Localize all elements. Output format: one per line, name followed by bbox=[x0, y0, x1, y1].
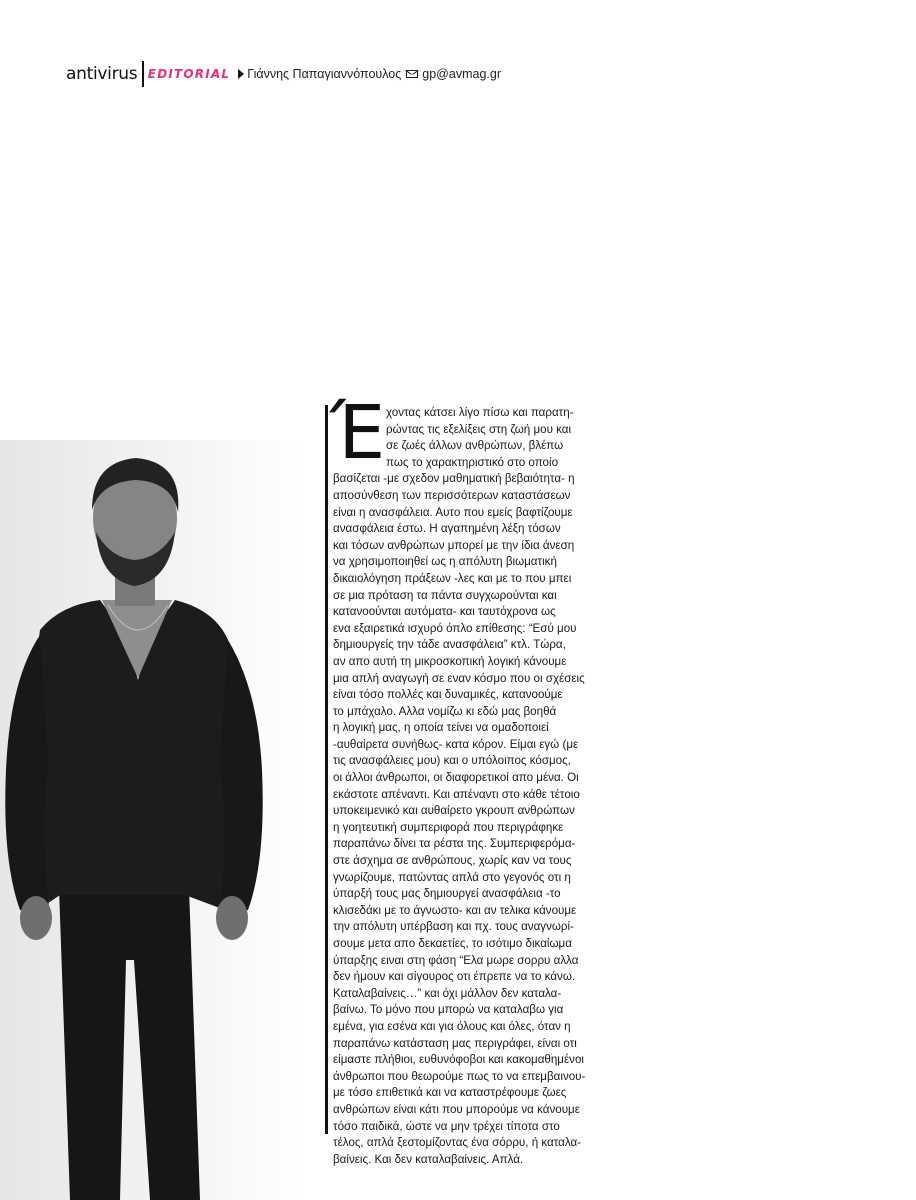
article-line: ύπαρξή τους μας δημιουργεί ανασφάλεια -το bbox=[333, 887, 561, 901]
article-body bbox=[333, 405, 586, 1168]
article-line: είναι η ανασφάλεια. Αυτο που εμείς βαφτίζουμε bbox=[333, 505, 573, 519]
article-line: οι άλλοι άνθρωποι, οι διαφορετικοί απο μένα. Οι bbox=[333, 771, 579, 785]
section-label: EDITORIAL bbox=[147, 67, 231, 81]
article-line: -αυθαίρετα συνήθως- κατα κόρον. Είμαι εγώ (με bbox=[333, 737, 579, 751]
article-line: στε άσχημα σε ανθρώπους, χωρίς καν να τους bbox=[333, 854, 572, 868]
article-line: δικαιολόγηση πράξεων -λες και με το που μπει bbox=[333, 571, 572, 585]
article-line: βασίζεται -με σχεδον μαθηματική βεβαιότητα- η bbox=[333, 472, 575, 486]
article-line: ανασφάλεια έστω. Η αγαπημένη λέξη τόσων bbox=[333, 522, 561, 536]
article-line: σε μια πρόταση τα πάντα συγχωρούνται και bbox=[333, 588, 557, 602]
article-line: και τόσων ανθρώπων μπορεί με την ίδια άνεση bbox=[333, 538, 575, 552]
article-line: παραπάνω κατάσταση μας περιγράφει, είναι οτι bbox=[333, 1036, 577, 1050]
article-line: τόσο παιδικά, ώστε να μην τρέχει τίποτα στο bbox=[333, 1119, 560, 1133]
article-line: σε ζωές άλλων ανθρώπων, βλέπω bbox=[386, 439, 564, 453]
article-line: δημιουργείς την τάδε ανασφάλεια” κτλ. Τώρα, bbox=[333, 638, 566, 652]
article-line: εκάστοτε απέναντι. Και απέναντι στο κάθε τέτοιο bbox=[333, 787, 580, 801]
article-line: ανθρώπων είναι κάτι που μπορούμε να κάνουμε bbox=[333, 1102, 580, 1116]
article-line: άνθρωποι που θεωρούμε πως το να επεμβαινου- bbox=[333, 1069, 586, 1083]
magazine-logo: antivirus bbox=[66, 64, 138, 84]
header-divider bbox=[142, 61, 144, 87]
article-line: ρώντας τις εξελίξεις στη ζωή μου και bbox=[386, 422, 572, 436]
article-line: η λογική μας, η οποία τείνει να ομαδοποιεί bbox=[333, 721, 549, 735]
author-email[interactable]: gp@avmag.gr bbox=[422, 67, 501, 81]
column-rule bbox=[325, 405, 328, 1134]
figure-legs bbox=[58, 860, 200, 1200]
article-line: ύπαρξης ειναι στη φάση “Ελα μωρε σορρυ αλλα bbox=[333, 953, 579, 967]
article-line: αποσύνθεση των περισσότερων καταστάσεων bbox=[333, 488, 571, 502]
figure-right-hand bbox=[216, 896, 248, 940]
article-line: δεν ήμουν και σίγουρος οτι έπρεπε να το κάνω. bbox=[333, 970, 576, 984]
article-line: είμαστε πλήθιοι, ευθυνόφοβοι και κακομαθημένοι bbox=[333, 1053, 584, 1067]
author-photo bbox=[0, 440, 300, 1200]
article-line: κλισεδάκι με το άγνωστο- και αν τελικα κάνουμε bbox=[333, 903, 577, 917]
article-line: είναι τόσο πολλές και δυναμικές, κατανοούμε bbox=[333, 688, 563, 702]
article-line: κατανοούνται αυτόματα- και ταυτόχρονα ως bbox=[333, 605, 556, 619]
article-line: υποκειμενικό και αυθαίρετο γκρουπ ανθρώπων bbox=[333, 804, 575, 818]
article-line: βαίνεις. Και δεν καταλαβαίνεις. Απλά. bbox=[333, 1152, 524, 1166]
article-line: γνωρίζουμε, πατώντας απλά στο γεγονός οτι η bbox=[333, 870, 571, 884]
article-line: πως το χαρακτηριστικό στο οποίο bbox=[386, 455, 559, 469]
article-line: η γοητευτική συμπεριφορά που περιγράφηκε bbox=[333, 820, 564, 834]
figure-left-hand bbox=[20, 896, 52, 940]
article-line: με τόσο επιθετικά και να καταστρέφουμε ζωες bbox=[333, 1086, 567, 1100]
author-name: Γιάννης Παπαγιαννόπουλος bbox=[247, 67, 402, 81]
triangle-arrow-icon bbox=[238, 69, 244, 79]
article-line: ενα εξαιρετικά ισχυρό όπλο επίθεσης: “Εσύ μου bbox=[333, 621, 577, 635]
envelope-icon bbox=[406, 70, 418, 78]
article-line: παραπάνω δίνει τα ρέστα της. Συμπεριφερόμα- bbox=[333, 837, 576, 851]
page-header bbox=[66, 60, 501, 88]
article-line: σουμε μετα απο δεκαετίες, το ισότιμο δικαίωμα bbox=[333, 937, 572, 950]
article-line: το μπάχαλο. Αλλα νομίζω κι εδώ μας βοηθά bbox=[333, 704, 557, 718]
article-line: χοντας κάτσει λίγο πίσω και παρατη- bbox=[386, 406, 574, 419]
article-line: Καταλαβαίνεις…” και όχι μάλλον δεν καταλα- bbox=[333, 986, 562, 1000]
article-line: να χρησιμοποιηθεί ως η απόλυτη βιωματική bbox=[333, 555, 557, 569]
article-line: αν απο αυτή τη μικροσκοπική λογική κάνουμε bbox=[333, 654, 567, 668]
article-line: την απόλυτη υπέρβαση και πχ. τους αναγνωρί- bbox=[333, 920, 574, 934]
article-line: εμένα, για εσένα και για όλους και όλες, όταν η bbox=[333, 1019, 571, 1033]
author-figure bbox=[0, 440, 300, 1200]
article-line: βαίνω. Το μόνο που μπορώ να καταλαβω για bbox=[333, 1003, 564, 1017]
drop-cap: Έ bbox=[330, 390, 386, 476]
article-line: τέλος, απλά ξεστομίζοντας ένα σόρρυ, ή καταλα- bbox=[333, 1136, 582, 1150]
article-line: τις ανασφάλειες μου) και ο υπόλοιπος κόσμος, bbox=[333, 754, 571, 768]
figure-right-arm bbox=[220, 640, 263, 915]
article-line: μια απλή αναγωγή σε εναν κόσμο που οι σχέσεις bbox=[333, 671, 585, 685]
